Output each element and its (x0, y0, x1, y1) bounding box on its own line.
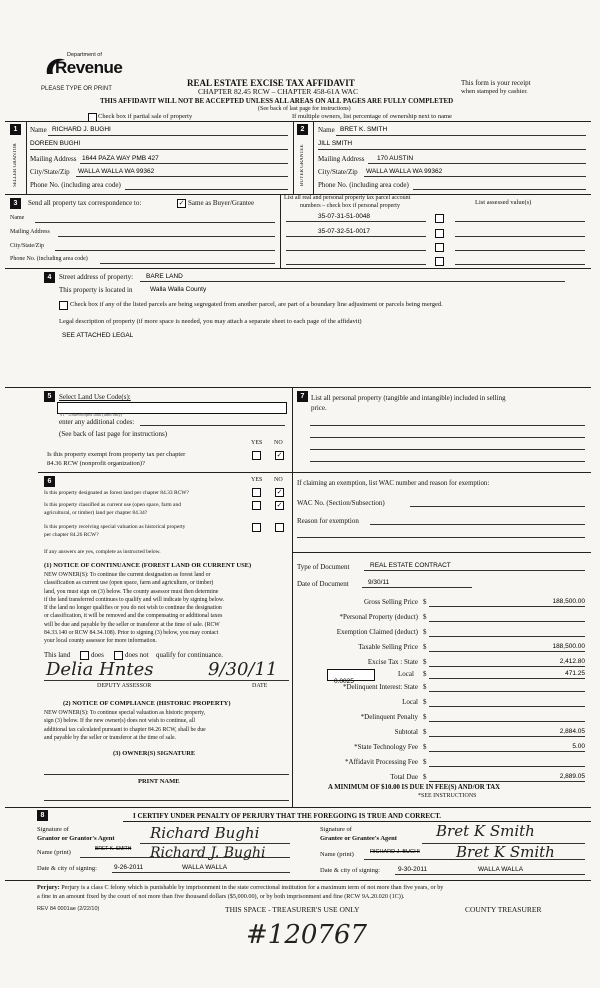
currency-sign: $ (423, 598, 427, 606)
corr-mailing-label: Mailing Address (10, 229, 50, 235)
tax-row-value[interactable]: 2,412.80 (559, 658, 585, 665)
receipt-note-2: when stamped by cashier. (461, 88, 528, 95)
exemption-question: If claiming an exemption, list WAC number and reason for exemption: (297, 480, 490, 487)
parcel-1-checkbox[interactable] (435, 214, 444, 223)
seller-name-1[interactable]: RICHARD J. BUGHI (52, 126, 111, 133)
grantor-agent-label: Grantor or Grantor's Agent (37, 835, 115, 842)
land-use-code-field[interactable] (57, 402, 287, 417)
grantee-date[interactable]: 9-30-2011 (398, 866, 428, 873)
tax-row-label: Local (402, 698, 418, 706)
current-use-q-2: agricultural, or timber) land per chapter 84.34? (44, 510, 148, 516)
notice1-line: if the land transferred continues to qualify and will indicate by signing below. (44, 596, 225, 603)
owner-signature-label: (3) OWNER(S) SIGNATURE (113, 750, 196, 757)
certify-statement: I CERTIFY UNDER PENALTY OF PERJURY THAT THE FOREGOING IS TRUE AND CORRECT. (133, 812, 442, 820)
notice1-line: NEW OWNER(S): To continue the current designation as forest land or (44, 572, 211, 578)
perjury-label: Perjury: (37, 884, 60, 891)
partial-sale-label: Check box if partial sale of property (98, 113, 193, 120)
notice1-line: land, you must sign on (3) below. The county assessor must then determine (44, 588, 219, 595)
warning-text: THIS AFFIDAVIT WILL NOT BE ACCEPTED UNLESS ALL AREAS ON ALL PAGES ARE FULLY COMPLETED (100, 97, 454, 105)
land-use-code: 91 · Undeveloped land (land only) (60, 412, 123, 417)
segregated-checkbox[interactable] (59, 301, 68, 310)
exempt-yes-checkbox[interactable] (252, 451, 261, 460)
this-land-label: This land (44, 651, 71, 659)
grantee-name-signature: Bret K Smith (456, 843, 555, 861)
buyer-name-label: Name (318, 126, 335, 134)
buyer-city-label: City/State/Zip (318, 168, 358, 176)
tax-row-value[interactable]: 188,500.00 (552, 643, 585, 650)
current-use-yes-checkbox[interactable] (252, 501, 261, 510)
tax-row-label: *Delinquent Interest: State (342, 683, 418, 691)
buyer-name-2[interactable]: JILL SMITH (318, 140, 353, 147)
tax-row (297, 682, 585, 697)
tax-row-label: Gross Selling Price (363, 598, 418, 606)
exempt-no-checkbox[interactable]: ✓ (276, 451, 283, 459)
grantee-name-print[interactable]: RICHARD J. BUGHI (370, 849, 420, 855)
tax-row-label: *State Technology Fee (354, 743, 418, 751)
current-use-no-checkbox[interactable]: ✓ (276, 501, 283, 509)
notice1-line: 84.33.140 or RCW 84.34.108). Prior to signing (3) below, you may contact (44, 630, 219, 637)
grantor-date-city-label: Date & city of signing: (37, 865, 97, 872)
section-4-number: 4 (44, 272, 55, 283)
qualify-label: qualify for continuance. (156, 651, 224, 659)
form-title: REAL ESTATE EXCISE TAX AFFIDAVIT (187, 78, 355, 88)
parcel-2-checkbox[interactable] (435, 229, 444, 238)
doc-date-label: Date of Document (297, 580, 349, 588)
additional-codes-label: enter any additional codes: (59, 418, 135, 426)
seller-mailing-label: Mailing Address (30, 155, 77, 163)
assessor-signature: Delia Hntes (46, 659, 154, 680)
treasurer-space-label: THIS SPACE - TREASURER'S USE ONLY (225, 905, 360, 914)
forest-yes-checkbox[interactable] (252, 488, 261, 497)
located-county[interactable]: Walla Walla County (150, 286, 207, 293)
tax-rows-1 (297, 597, 585, 672)
tax-row (297, 627, 585, 642)
tax-row (297, 742, 585, 757)
tax-row-label: *Personal Property (deduct) (339, 613, 418, 621)
notice1-line: or classification, it will be removed and the compensating or additional taxes (44, 613, 223, 620)
currency-sign: $ (423, 658, 427, 666)
tax-row-label: *Affidavit Processing Fee (345, 758, 418, 766)
minimum-due-note: A MINIMUM OF $10.00 IS DUE IN FEE(S) AND/OR TAX (328, 784, 501, 791)
buyer-side-label: BUYER GRANTEE (300, 144, 305, 186)
section-8-number: 8 (37, 810, 48, 821)
tax-row (297, 712, 585, 727)
receipt-note-1: This form is your receipt (461, 79, 531, 87)
segregated-label: Check box if any of the listed parcels are being segregated from another parcel, are part of a boundary line adjustment or parcels being merged. (70, 301, 443, 308)
historic-yes-checkbox[interactable] (252, 523, 261, 532)
perjury-text-1: Perjury is a class C felony which is punishable by imprisonment in the state correctional institution for a maximum term of not more than five years, or by (61, 884, 444, 891)
assessor-date-handwritten: 9/30/11 (208, 659, 278, 680)
tax-row-label: Exemption Claimed (deduct) (336, 628, 418, 636)
does-not-label: does not (125, 651, 149, 659)
section-2-number: 2 (297, 124, 308, 135)
seller-phone-label: Phone No. (including area code) (30, 181, 121, 189)
land-use-title: Select Land Use Code(s): (59, 393, 131, 401)
grantee-agent-label: Grantee or Grantee's Agent (320, 835, 397, 842)
wac-label: WAC No. (Section/Subsection) (297, 499, 385, 507)
buyer-mailing[interactable]: 170 AUSTIN (377, 155, 414, 162)
exempt-q-2: 84.36 RCW (nonprofit organization)? (47, 460, 145, 467)
tax-row-value[interactable]: 2,884.05 (559, 728, 585, 735)
same-as-buyer-label: Same as Buyer/Grantee (188, 199, 255, 207)
notice1-line: will be due and payable by the seller or transferor at the time of sale. (RCW (44, 621, 220, 628)
tax-row-label: Subtotal (394, 728, 418, 736)
tax-row (297, 612, 585, 627)
currency-sign: $ (423, 698, 427, 706)
grantor-name-print[interactable]: BRET K. SMITH (95, 846, 132, 852)
parcel-4-checkbox[interactable] (435, 257, 444, 266)
currency-sign: $ (423, 683, 427, 691)
assessed-header: List assessed value(s) (475, 199, 532, 206)
s6-yes-header: YES (251, 477, 263, 483)
currency-sign: $ (423, 643, 427, 651)
grantor-name-print-label: Name (print) (37, 849, 71, 856)
parcel-3-checkbox[interactable] (435, 243, 444, 252)
grantor-name-signature: Richard J. Bughi (150, 845, 266, 861)
notice1-title: (1) NOTICE OF CONTINUANCE (FOREST LAND OR CURRENT USE) (44, 562, 252, 569)
grantor-city[interactable]: WALLA WALLA (182, 864, 228, 871)
currency-sign: $ (423, 613, 427, 621)
current-use-q-1: Is this property classified as current use (open space, farm and (44, 502, 181, 508)
currency-sign: $ (423, 758, 427, 766)
seller-name-label: Name (30, 126, 47, 134)
seller-name-2[interactable]: DOREEN BUGHI (30, 140, 81, 147)
historic-q-1: Is this property receiving special valuation as historical property (44, 524, 186, 530)
grantee-name-print-label: Name (print) (320, 851, 354, 858)
tax-row-label: Taxable Selling Price (358, 643, 418, 651)
forest-no-checkbox[interactable]: ✓ (276, 488, 283, 496)
tax-row (297, 597, 585, 612)
send-all-label: Send all property tax correspondence to: (28, 199, 142, 207)
parcel-2[interactable]: 35-07-32-51-0017 (318, 228, 371, 235)
notice2-body (44, 709, 289, 742)
tax-row-value[interactable]: 5.00 (572, 743, 585, 750)
parcel-header-2: numbers – check box if personal property (300, 203, 400, 209)
tax-row-value[interactable]: 188,500.00 (552, 598, 585, 605)
currency-sign: $ (423, 773, 427, 781)
seller-side-label: SELLER GRANTOR (13, 143, 18, 187)
tax-row (297, 727, 585, 742)
s6-no-header: NO (274, 477, 283, 483)
handwritten-receipt-number: #120767 (246, 920, 368, 950)
corr-name-label: Name (10, 215, 25, 221)
notice1-body (44, 571, 289, 646)
legal-label: Legal description of property (if more space is needed, you may attach a separate sheet to each page of the affidavit) (59, 318, 362, 325)
reason-label: Reason for exemption (297, 517, 359, 525)
see-back-note: (See back of last page for instructions) (258, 106, 351, 112)
seller-city[interactable]: WALLA WALLA WA 99362 (78, 168, 155, 175)
logo-revenue-text: Revenue (55, 58, 123, 77)
tax-row (297, 757, 585, 772)
grantor-sig-of: Signature of (37, 826, 69, 833)
tax-row (297, 642, 585, 657)
legal-description[interactable]: SEE ATTACHED LEGAL (62, 332, 134, 339)
grantee-city[interactable]: WALLA WALLA (478, 866, 524, 873)
notice1-line: your local county assessor for more information. (44, 638, 157, 645)
grantor-signature: Richard Bughi (150, 824, 260, 842)
doc-date[interactable]: 9/30/11 (368, 579, 390, 586)
located-label: This property is located in (59, 286, 133, 294)
tax-rows-2 (297, 682, 585, 787)
local-label: Local (398, 670, 414, 678)
form-chapters: CHAPTER 82.45 RCW – CHAPTER 458-61A WAC (198, 87, 358, 96)
street-label: Street address of property: (59, 273, 134, 281)
grantor-date[interactable]: 9-26-2011 (114, 864, 144, 871)
doc-type-label: Type of Document (297, 563, 350, 571)
seller-mailing[interactable]: 1644 PAZA WAY PMB 427 (82, 155, 159, 162)
grantee-sig-of: Signature of (320, 826, 352, 833)
section-7-number: 7 (297, 391, 308, 402)
deputy-assessor-label: DEPUTY ASSESSOR (97, 683, 152, 689)
seller-city-label: City/State/Zip (30, 168, 70, 176)
if-yes-note: If any answers are yes, complete as instructed below. (44, 549, 161, 555)
please-type: PLEASE TYPE OR PRINT (41, 86, 112, 92)
does-label: does (91, 651, 104, 659)
currency-sign: $ (423, 670, 427, 678)
county-treasurer-label: COUNTY TREASURER (465, 905, 542, 914)
corr-phone-label: Phone No. (including area code) (10, 256, 88, 262)
s5-yes-header: YES (251, 440, 263, 446)
grantee-signature: Bret K Smith (436, 822, 535, 840)
print-name-label: PRINT NAME (138, 778, 180, 785)
local-excise-value[interactable]: 471.25 (565, 670, 585, 677)
currency-sign: $ (423, 713, 427, 721)
currency-sign: $ (423, 728, 427, 736)
forest-question: Is this property designated as forest land per chapter 84.33 RCW? (44, 490, 189, 496)
grantee-date-city-label: Date & city of signing: (320, 867, 380, 874)
perjury-line-1 (37, 884, 443, 891)
corr-city-label: City/State/Zip (10, 243, 44, 249)
tax-row-value[interactable]: 2,889.05 (559, 773, 585, 780)
section-5-number: 5 (44, 391, 55, 402)
historic-q-2: per chapter 84.26 RCW? (44, 532, 99, 538)
notice2-line: NEW OWNER(S): To continue special valuation as historic property, (44, 710, 206, 716)
section-3-number: 3 (10, 198, 21, 209)
assessor-date-label: DATE (252, 683, 268, 689)
notice2-title: (2) NOTICE OF COMPLIANCE (HISTORIC PROPERTY) (63, 700, 231, 707)
street-address[interactable]: BARE LAND (146, 273, 183, 280)
exempt-q-1: Is this property exempt from property tax per chapter (47, 451, 186, 458)
local-rate-box[interactable] (327, 669, 375, 685)
buyer-name-1[interactable]: BRET K. SMITH (340, 126, 388, 133)
parcel-1[interactable]: 35-07-31-51-0048 (318, 213, 371, 220)
currency-sign: $ (423, 743, 427, 751)
tax-row-label: Total Due (390, 773, 418, 781)
same-as-buyer-checkbox[interactable]: ✓ (178, 199, 185, 207)
logo-department: Department of (67, 52, 102, 58)
tax-row-label: Excise Tax : State (367, 658, 418, 666)
see-instructions: *SEE INSTRUCTIONS (418, 793, 477, 799)
personal-property-title-1: List all personal property (tangible and intangible) included in selling (311, 394, 506, 402)
parcel-header-1: List all real and personal property tax parcel account (284, 195, 411, 201)
currency-sign: $ (423, 628, 427, 636)
form-revision: REV 84 0001ae (2/22/10) (37, 906, 100, 912)
tax-row-label: *Delinquent Penalty (360, 713, 418, 721)
land-use-see-back: (See back of last page for instructions) (59, 430, 168, 438)
notice2-line: additional tax calculated pursuant to chapter 84.26 RCW, shall be due (44, 726, 206, 733)
buyer-mailing-label: Mailing Address (318, 155, 365, 163)
doc-type[interactable]: REAL ESTATE CONTRACT (370, 562, 451, 569)
notice1-line: If the land no longer qualifies or you do not wish to continue the designation (44, 605, 222, 612)
section-6-number: 6 (44, 476, 55, 487)
revenue-logo (43, 52, 123, 82)
notice2-line: and payable by the seller or transferor at the time of sale. (44, 734, 176, 741)
notice1-line: classification as current use (open space, farm and agriculture, or timber) (44, 580, 214, 587)
perjury-text-2: a fine in an amount fixed by the court of not more than five thousand dollars ($5,000.00), or by both imprisonment and fine (RCW 9A.20.020 (1C)). (37, 893, 405, 900)
local-rate: 0.0025 (334, 678, 354, 685)
buyer-phone-label: Phone No. (including area code) (318, 181, 409, 189)
tax-row (297, 697, 585, 712)
buyer-city[interactable]: WALLA WALLA WA 99362 (366, 168, 443, 175)
multiple-owners-note: If multiple owners, list percentage of ownership next to name (292, 113, 452, 120)
historic-no-checkbox[interactable] (275, 523, 284, 532)
personal-property-title-2: price. (311, 404, 327, 412)
section-1-number: 1 (10, 124, 21, 135)
notice2-line: sign (3) below. If the new owner(s) does not wish to continue, all (44, 718, 195, 725)
s5-no-header: NO (274, 440, 283, 446)
